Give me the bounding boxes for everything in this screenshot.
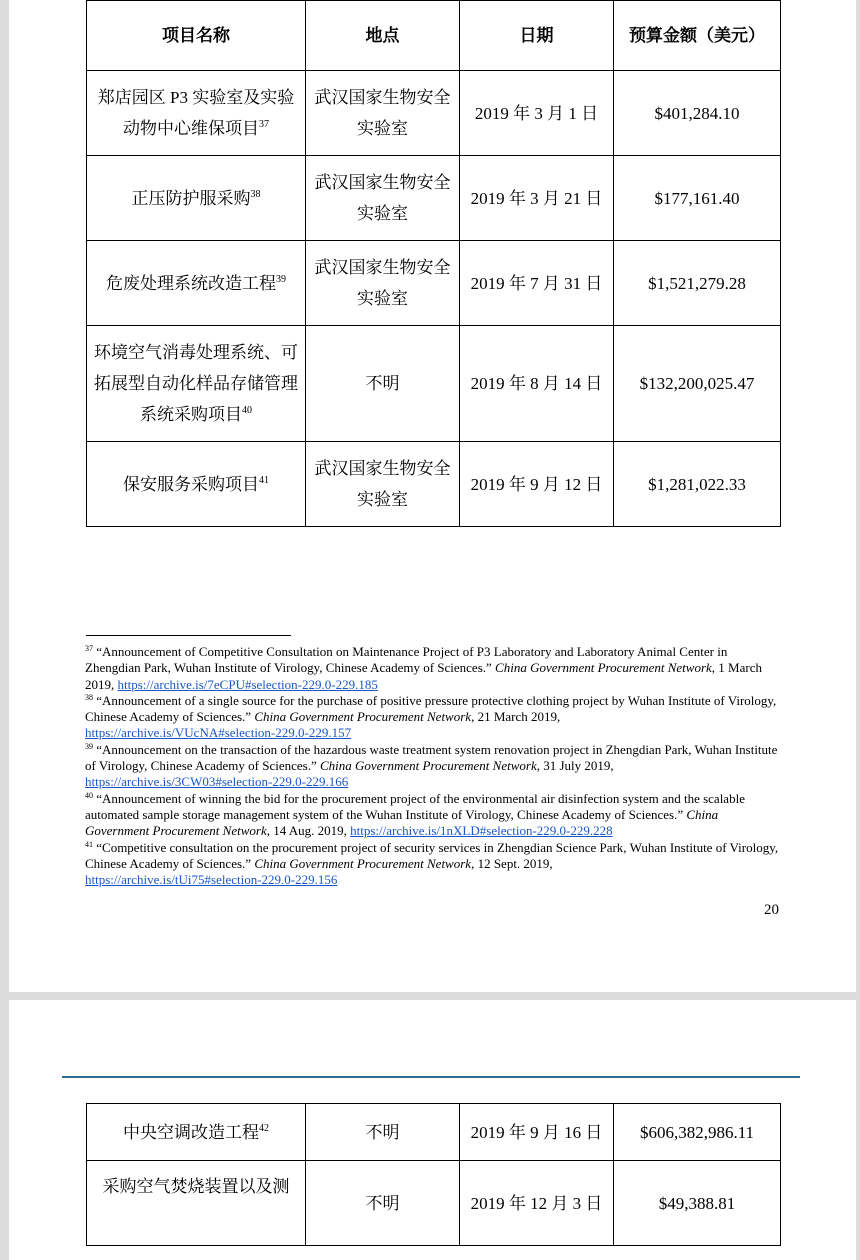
footnote-ref[interactable]: 38 [250,188,261,200]
date: 2019 年 9 月 12 日 [460,442,614,527]
location: 武汉国家生物安全实验室 [306,156,460,241]
footnote-39: $^{39}$ “Announcement on the transaction of the hazardous waste treatment system renovation project in Zhengdian Park, Wuhan Institute of Virology, Chinese Academy of Sciences.” China Government Procurement Network, 31 July 2019, https://archive.is/3CW03#selection-229.0-229.166 [85,741,778,790]
amount: $177,161.40 [614,156,781,241]
footnote-41: $^{41}$ “Competitive consultation on the procurement project of security services in Zhengdian Science Park, Wuhan Institute of Virology, Chinese Academy of Sciences.” China Government Procurement Network, 12 Sept. 2019, https://archive.is/tUi75#selection-229.0-229.156 [85,839,779,888]
procurement-table-continued [86,1103,781,1246]
location: 武汉国家生物安全实验室 [306,241,460,326]
location: 不明 [306,1161,460,1246]
header-date: 日期 [460,1,614,71]
footnote-link[interactable]: https://archive.is/VUcNA#selection-229.0-229.157 [85,725,352,741]
table-row [87,1104,781,1161]
footnote-38: $^{38}$ “Announcement of a single source for the purchase of positive pressure protective clothing project by Wuhan Institute of Virology, Chinese Academy of Sciences.” China Government Procurement Network, 21 March 2019, https://archive.is/VUcNA#selection-229.0-229.157 [85,692,777,741]
footnote-ref[interactable]: 41 [259,474,269,486]
footnote-link[interactable]: https://archive.is/3CW03#selection-229.0-229.166 [85,774,349,790]
amount: $49,388.81 [614,1161,781,1246]
footnote-link[interactable]: https://archive.is/tUi75#selection-229.0-229.156 [85,872,338,888]
amount: $132,200,025.47 [614,326,781,442]
location: 武汉国家生物安全实验室 [306,71,460,156]
amount: $1,521,279.28 [614,241,781,326]
amount: $401,284.10 [614,71,781,156]
table-row [87,1161,781,1246]
project-name: 正压防护服采购$^{38}$ [87,156,306,241]
footnote-37: $^{37}$ “Announcement of Competitive Consultation on Maintenance Project of P3 Laboratory and Laboratory Animal Center in Zhengdian Park, Wuhan Institute of Virology, Chinese Academy of Sciences.” China Government Procurement Network, 1 March 2019, https://archive.is/7eCPU#selection-229.0-229.185 [85,644,762,692]
table-header-row [87,1,781,71]
date: 2019 年 8 月 14 日 [460,326,614,442]
footnote-link[interactable]: https://archive.is/1nXLD#selection-229.0-229.228 [350,823,613,839]
table-row [87,241,781,326]
document-page-20 [9,0,856,992]
footnote-link[interactable]: https://archive.is/7eCPU#selection-229.0-229.185 [117,676,378,692]
project-name: 危废处理系统改造工程$^{39}$ [87,241,306,326]
procurement-table [86,0,781,527]
header-rule [62,1076,800,1078]
project-name: 采购空气焚烧装置以及测 [87,1161,306,1246]
header-project-name: 项目名称 [87,1,306,71]
location: 武汉国家生物安全实验室 [306,442,460,527]
footnote-divider [86,635,291,636]
date: 2019 年 9 月 16 日 [460,1104,614,1161]
footnote-ref[interactable]: 39 [276,273,286,285]
table-row [87,326,781,442]
header-location: 地点 [306,1,460,71]
date: 2019 年 3 月 21 日 [460,156,614,241]
table-row [87,156,781,241]
document-page-21 [9,1000,856,1260]
project-name: 保安服务采购项目$^{41}$ [87,442,306,527]
location: 不明 [306,1104,460,1161]
location: 不明 [306,326,460,442]
date: 2019 年 3 月 1 日 [460,71,614,156]
date: 2019 年 7 月 31 日 [460,241,614,326]
footnote-ref[interactable]: 42 [259,1122,269,1134]
amount: $1,281,022.33 [614,442,781,527]
footnote-40: $^{40}$ “Announcement of winning the bid for the procurement project of the environmental air disinfection system and the scalable automated sample storage management system of the Wuhan Institute of Virology, Chinese Academy of Sciences.” China Government Procurement Network, 14 Aug. 2019, https://archive.is/1nXLD#selection-229.0-229.228 [85,790,745,839]
page-number: 20 [764,902,779,918]
date: 2019 年 12 月 3 日 [460,1161,614,1246]
header-budget: 预算金额（美元） [614,1,781,71]
table-row [87,71,781,156]
project-name: 环境空气消毒处理系统、可拓展型自动化样品存储管理系统采购项目$^{40}$ [87,326,306,442]
amount: $606,382,986.11 [614,1104,781,1161]
footnote-ref[interactable]: 37 [259,119,269,130]
footnote-ref[interactable]: 40 [242,405,252,416]
footnotes [85,644,785,888]
table-row [87,442,781,527]
project-name: 中央空调改造工程$^{42}$ [87,1104,306,1161]
project-name: 郑店园区 P3 实验室及实验动物中心维保项目$^{37}$ [87,71,306,156]
